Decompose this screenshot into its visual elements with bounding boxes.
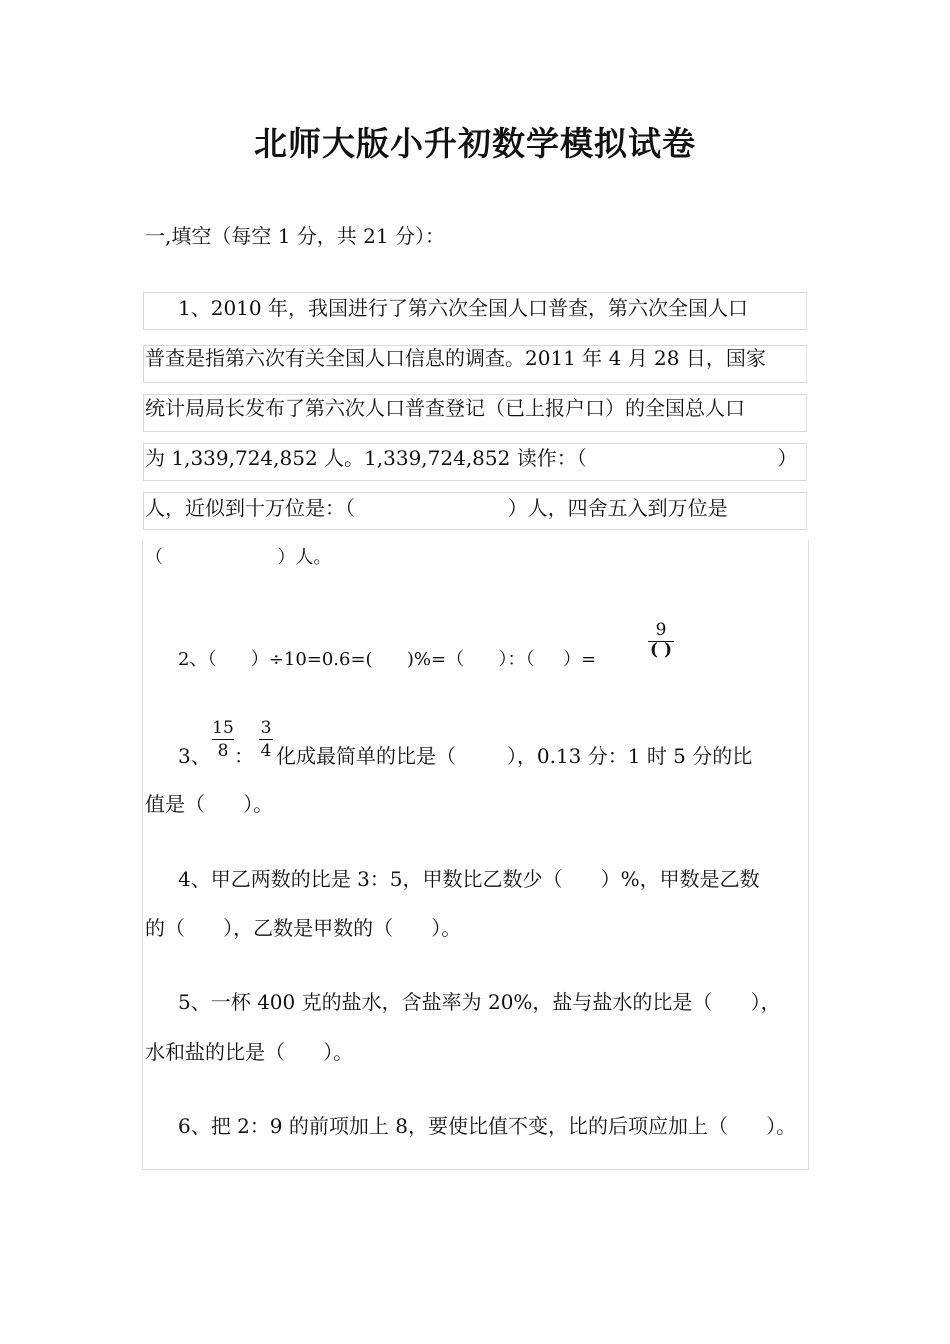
section-heading: 一,填空（每空 1 分，共 21 分）： [145,224,445,248]
q3-fraction-2-denominator: 4 [260,741,272,761]
q5-line-1: 5、一杯 400 克的盐水，含盐率为 20%，盐与盐水的比是（ ）， [178,990,781,1014]
q4-line-1: 4、甲乙两数的比是 3：5，甲数比乙数少（ ）%，甲数是乙数 [178,867,760,891]
q1-line-6: （ ）人。 [145,547,332,568]
q2-line: 2、（ ）÷10=0.6=( )%=（ ）：（ ）= [178,649,597,670]
q3-fraction-2-numerator: 3 [260,718,272,738]
q3-fraction-1-denominator: 8 [217,741,229,761]
q3-fraction-1-numerator: 15 [212,718,234,738]
q3-colon: ： [234,744,254,768]
q5-line-2: 水和盐的比是（ ）。 [145,1040,354,1064]
q3-line-1: 化成最简单的比是（ ），0.13 分：1 时 5 分的比 [276,744,753,768]
q1-line-4: 为 1,339,724,852 人。1,339,724,852 读作：（ ） [145,446,798,470]
q3-fraction-1 [212,718,234,761]
fraction-bar [259,739,273,740]
q2-fraction-denominator: ( ) [649,640,672,660]
q1-line-3: 统计局局长发布了第六次人口普查登记（已上报户口）的全国总人口 [145,396,745,420]
q2-fraction [648,620,674,660]
q4-line-2: 的（ ），乙数是甲数的（ ）。 [145,916,462,940]
q1-line-1: 1、2010 年，我国进行了第六次全国人口普查，第六次全国人口 [178,296,748,320]
q2-fraction-numerator: 9 [655,620,667,640]
q6-line-1: 6、把 2：9 的前项加上 8，要使比值不变，比的后项应加上（ ）。 [178,1114,797,1138]
fraction-bar [212,739,234,740]
q3-prefix: 3、 [178,744,211,768]
q1-line-2: 普查是指第六次有关全国人口信息的调查。2011 年 4 月 28 日，国家 [145,346,766,370]
q1-line-5: 人，近似到十万位是：（ ）人，四舍五入到万位是 [145,496,728,520]
q3-line-2: 值是（ ）。 [145,792,274,816]
q3-fraction-2 [259,718,273,761]
page-title: 北师大版小升初数学模拟试卷 [254,124,696,163]
question-frame [142,540,809,1170]
